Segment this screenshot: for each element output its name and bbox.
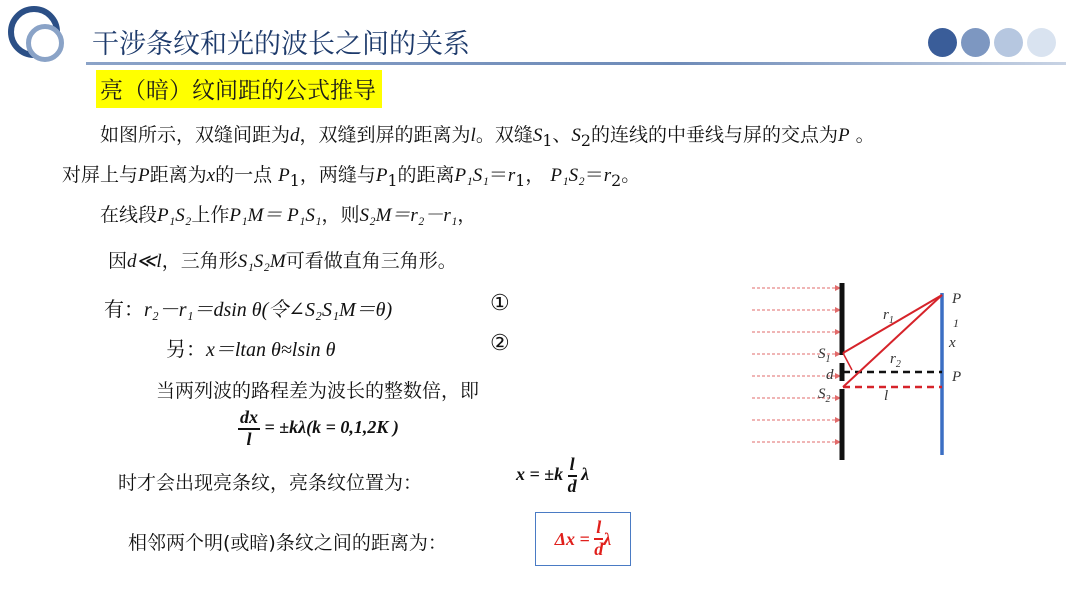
decorative-dots <box>928 28 1056 57</box>
equation-1: 有：r₂－r₁＝dsin θ(令∠S₂S₁M＝θ) <box>104 297 393 321</box>
label-S1: $S_1$ <box>818 346 831 365</box>
slide-header <box>0 0 1080 80</box>
label-P-top: P <box>952 291 962 307</box>
label-l: l <box>884 388 889 404</box>
slide-title: 干涉条纹和光的波长之间的关系 <box>92 29 470 60</box>
label-P-mid: P <box>952 369 962 385</box>
equation-2: 另：x＝ltan θ≈lsin θ <box>166 337 336 361</box>
fringe-spacing-text: 相邻两个明(或暗)条纹之间的距离为： <box>128 532 447 554</box>
text-line-2: 对屏上与P距离为x的一点 $P_1$，两缝与$P_1$的距离$P_1S_1=r_1$， $P_1S_2=r_2$。 <box>62 164 641 190</box>
equation-1-number: ① <box>490 291 510 316</box>
title-divider <box>86 62 1066 65</box>
text-line-1: 如图所示，双缝间距为d，双缝到屏的距离为l。双缝$S_1$、$S_2$的连线的中垂线与屏的交点为P 。 <box>100 124 875 150</box>
bright-fringe-position: 时才会出现亮条纹，亮条纹位置为： <box>118 472 423 494</box>
dot-icon-1 <box>928 28 957 57</box>
label-r2: $r_2$ <box>890 351 901 370</box>
dot-icon-3 <box>994 28 1023 57</box>
section-heading: 亮（暗）纹间距的公式推导 <box>96 70 382 108</box>
fringe-spacing-formula-box: Δx = $\frac{l}{d}$ λ <box>535 512 631 566</box>
condition-fraction: $\frac{dx}{l}$ <box>240 407 258 449</box>
condition-text: 当两列波的路程差为波长的整数倍，即 <box>156 380 480 402</box>
logo-inner-ring-icon <box>26 24 64 62</box>
dot-icon-2 <box>961 28 990 57</box>
double-slit-diagram <box>740 275 990 470</box>
label-S2: $S_2$ <box>818 386 831 405</box>
text-line-4: 因d≪l，三角形S₁S₂M可看做直角三角形。 <box>108 250 457 272</box>
text-line-3: 在线段P₁S₂上作P₁M＝ P₁S₁，则S₂M＝r₂－r₁， <box>100 204 477 226</box>
incident-light-arrows <box>752 288 840 442</box>
label-x: x <box>949 335 956 351</box>
bright-fringe-formula: x = ±k $\frac{l}{d}$ λ <box>516 454 590 496</box>
label-r1: $r_1$ <box>883 307 894 326</box>
label-d: d <box>826 367 834 383</box>
dot-icon-4 <box>1027 28 1056 57</box>
label-one: 1 <box>953 316 959 330</box>
condition-formula: $\frac{dx}{l}$ = ±kλ(k = 0,1,2K ) <box>240 407 399 449</box>
equation-2-number: ② <box>490 331 510 356</box>
